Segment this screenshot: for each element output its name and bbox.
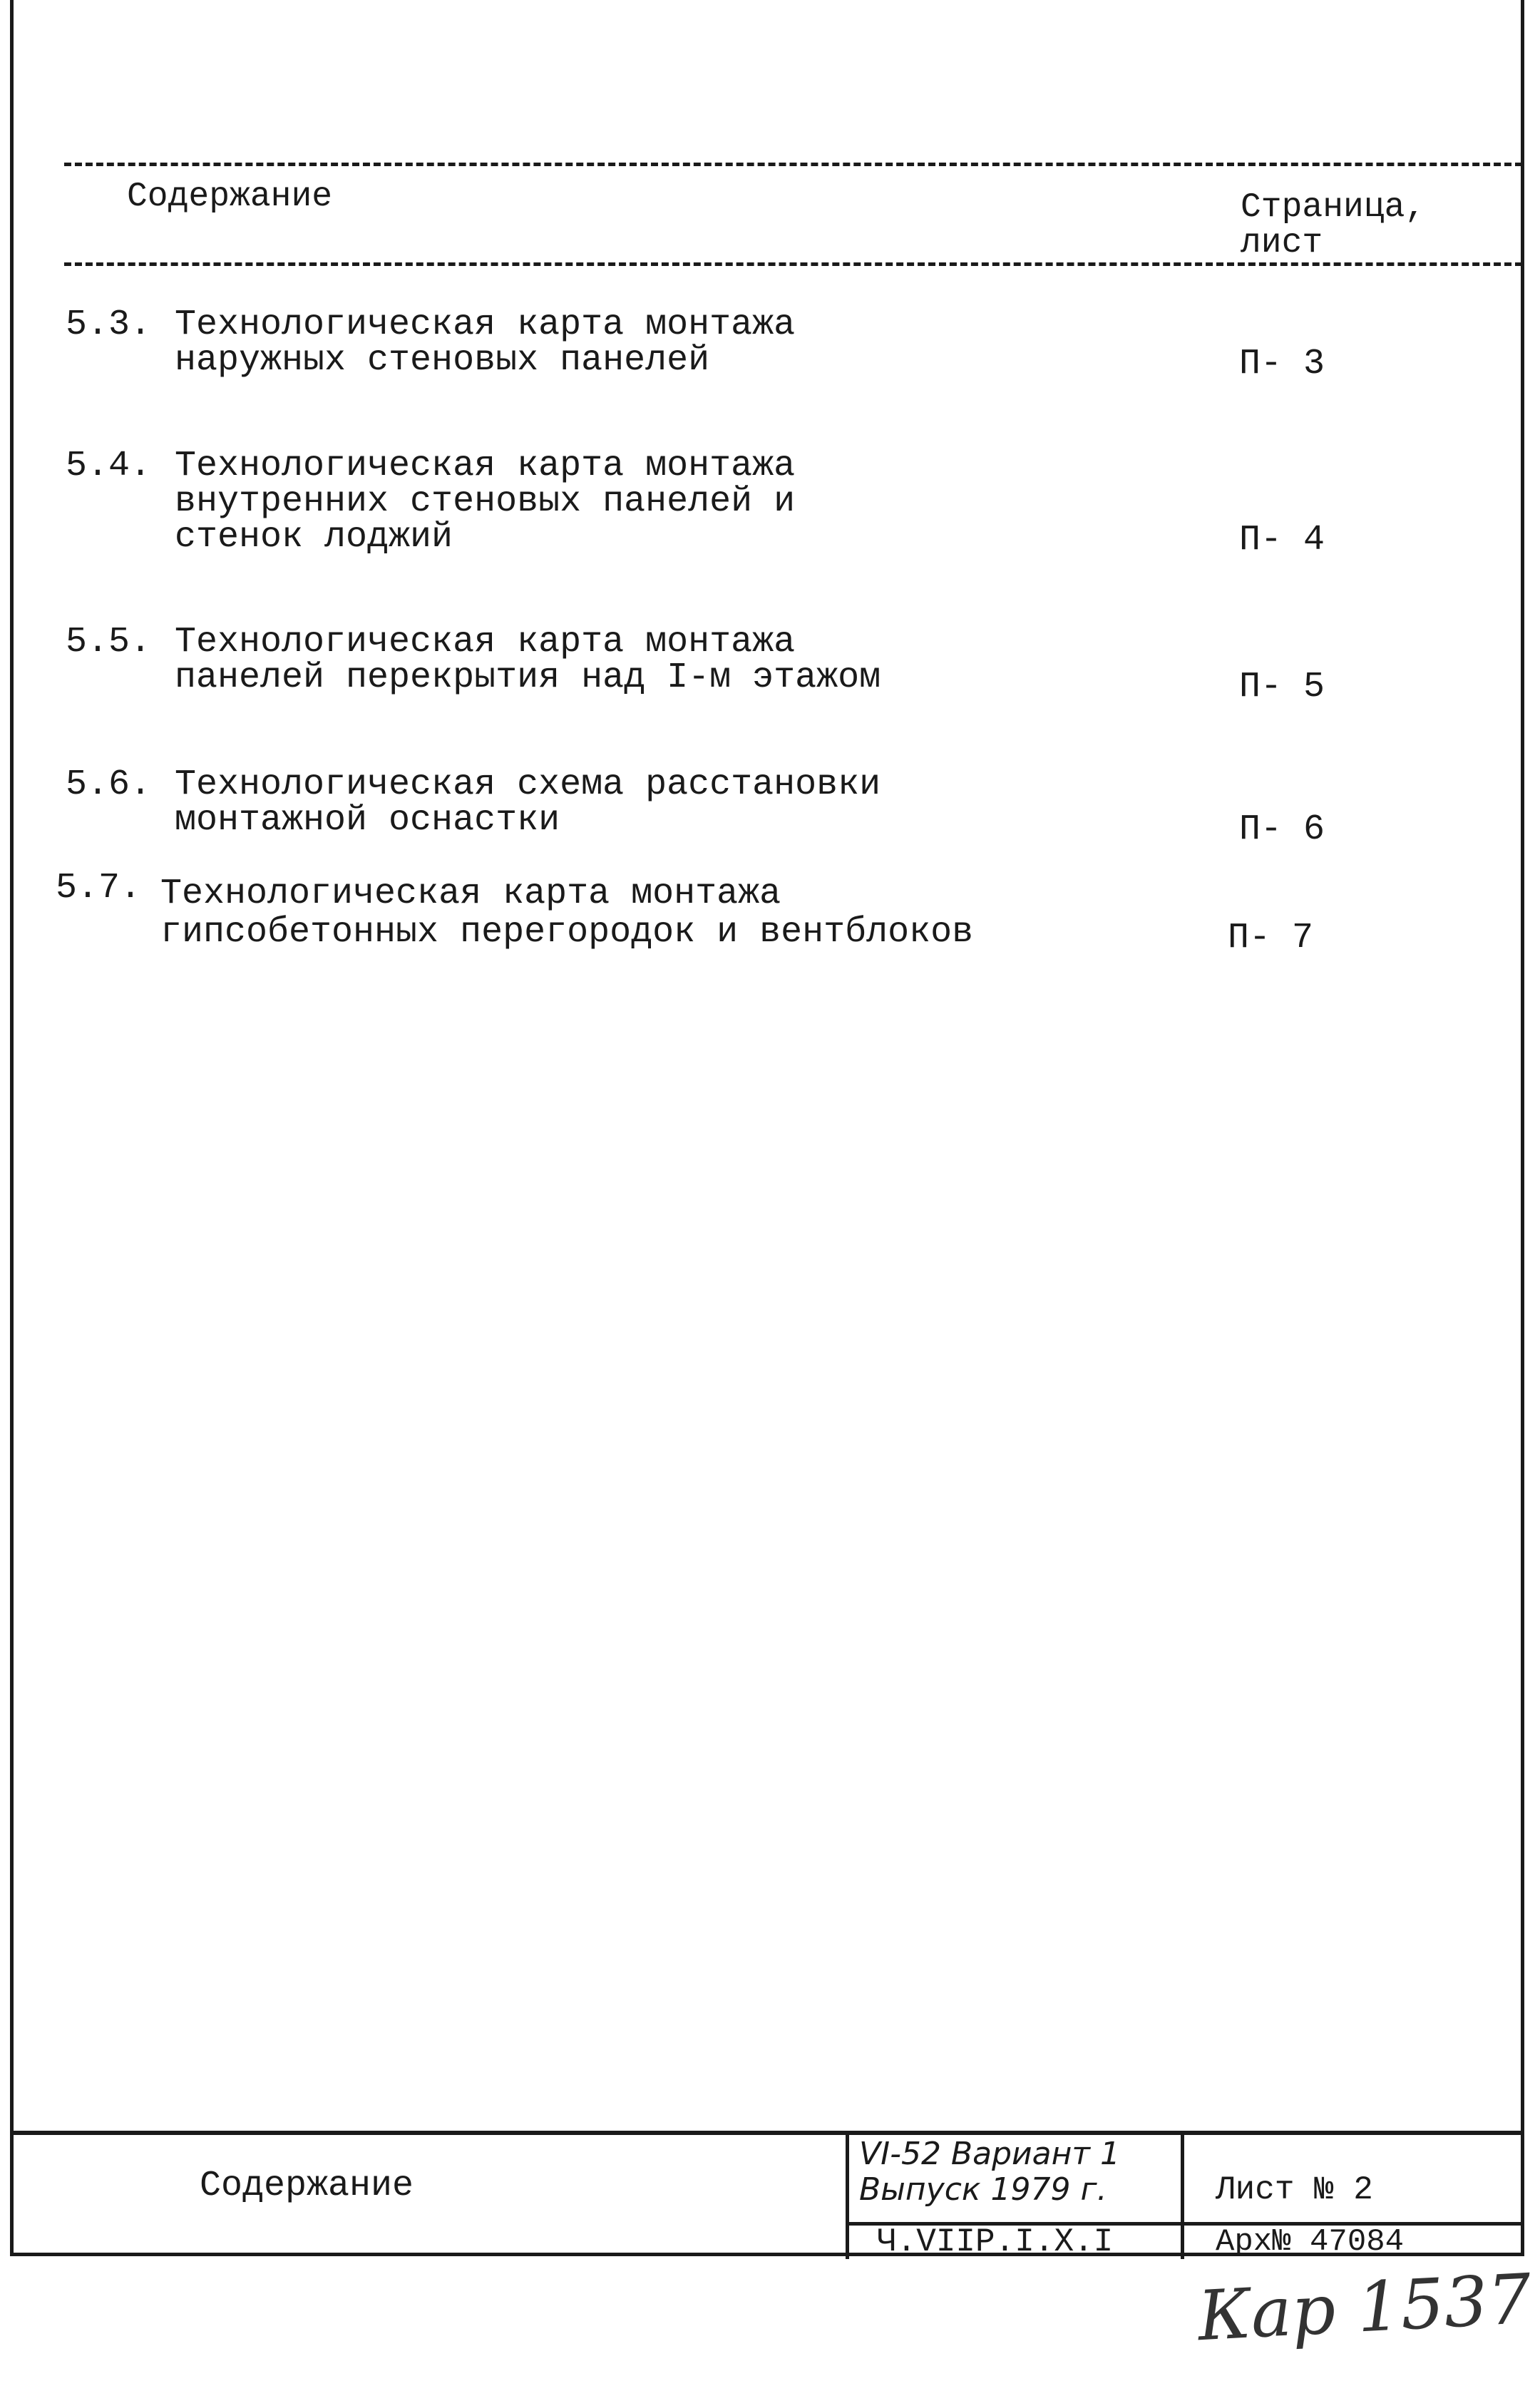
stamp-issue: Выпуск 1979 г. [859, 2171, 1107, 2208]
item-page: П- 6 [1239, 809, 1325, 850]
item-title-line: наружных стеновых панелей [175, 340, 710, 381]
header-bottom-rule [64, 262, 1522, 266]
item-number: 5.3. [66, 304, 152, 345]
stamp-divider [846, 2135, 849, 2259]
stamp-archive: Арх№ 47084 [1216, 2224, 1405, 2260]
item-title-line: Технологическая карта монтажа [175, 304, 796, 345]
stamp-divider [1181, 2135, 1184, 2259]
item-number: 5.6. [66, 764, 152, 805]
stamp-title: Содержание [200, 2166, 414, 2206]
item-title-line: монтажной оснастки [175, 800, 560, 841]
item-number: 5.7. [56, 868, 142, 908]
item-title-line: Технологическая карта монтажа [175, 622, 796, 662]
item-page: П- 7 [1228, 918, 1314, 958]
item-number: 5.5. [66, 622, 152, 662]
item-number: 5.4. [66, 446, 152, 486]
item-title-line: панелей перекрытия над I-м этажом [175, 657, 881, 698]
item-title-line: Технологическая карта монтажа [160, 874, 781, 914]
stamp-series: VI-52 Вариант 1 [859, 2136, 1120, 2172]
page-column-heading-2: лист [1241, 224, 1323, 262]
item-page: П- 5 [1239, 667, 1325, 707]
handwritten-signature: Кар 1537 [1196, 2258, 1534, 2357]
item-title-line: гипсобетонных перегородок и вентблоков [160, 912, 974, 953]
item-page: П- 3 [1239, 344, 1325, 384]
page-column-heading: Страница, [1241, 188, 1426, 227]
stamp-sheet: Лист № 2 [1216, 2171, 1373, 2208]
item-title-line: Технологическая схема расстановки [175, 764, 881, 805]
item-title-line: Технологическая карта монтажа [175, 446, 796, 486]
stamp-code: Ч.VIIР.I.Х.I [877, 2223, 1114, 2260]
item-page: П- 4 [1239, 520, 1325, 560]
item-title-line: внутренних стеновых панелей и [175, 481, 796, 522]
item-title-line: стенок лоджий [175, 517, 453, 558]
header-top-rule [64, 163, 1522, 166]
contents-heading: Содержание [127, 178, 333, 216]
